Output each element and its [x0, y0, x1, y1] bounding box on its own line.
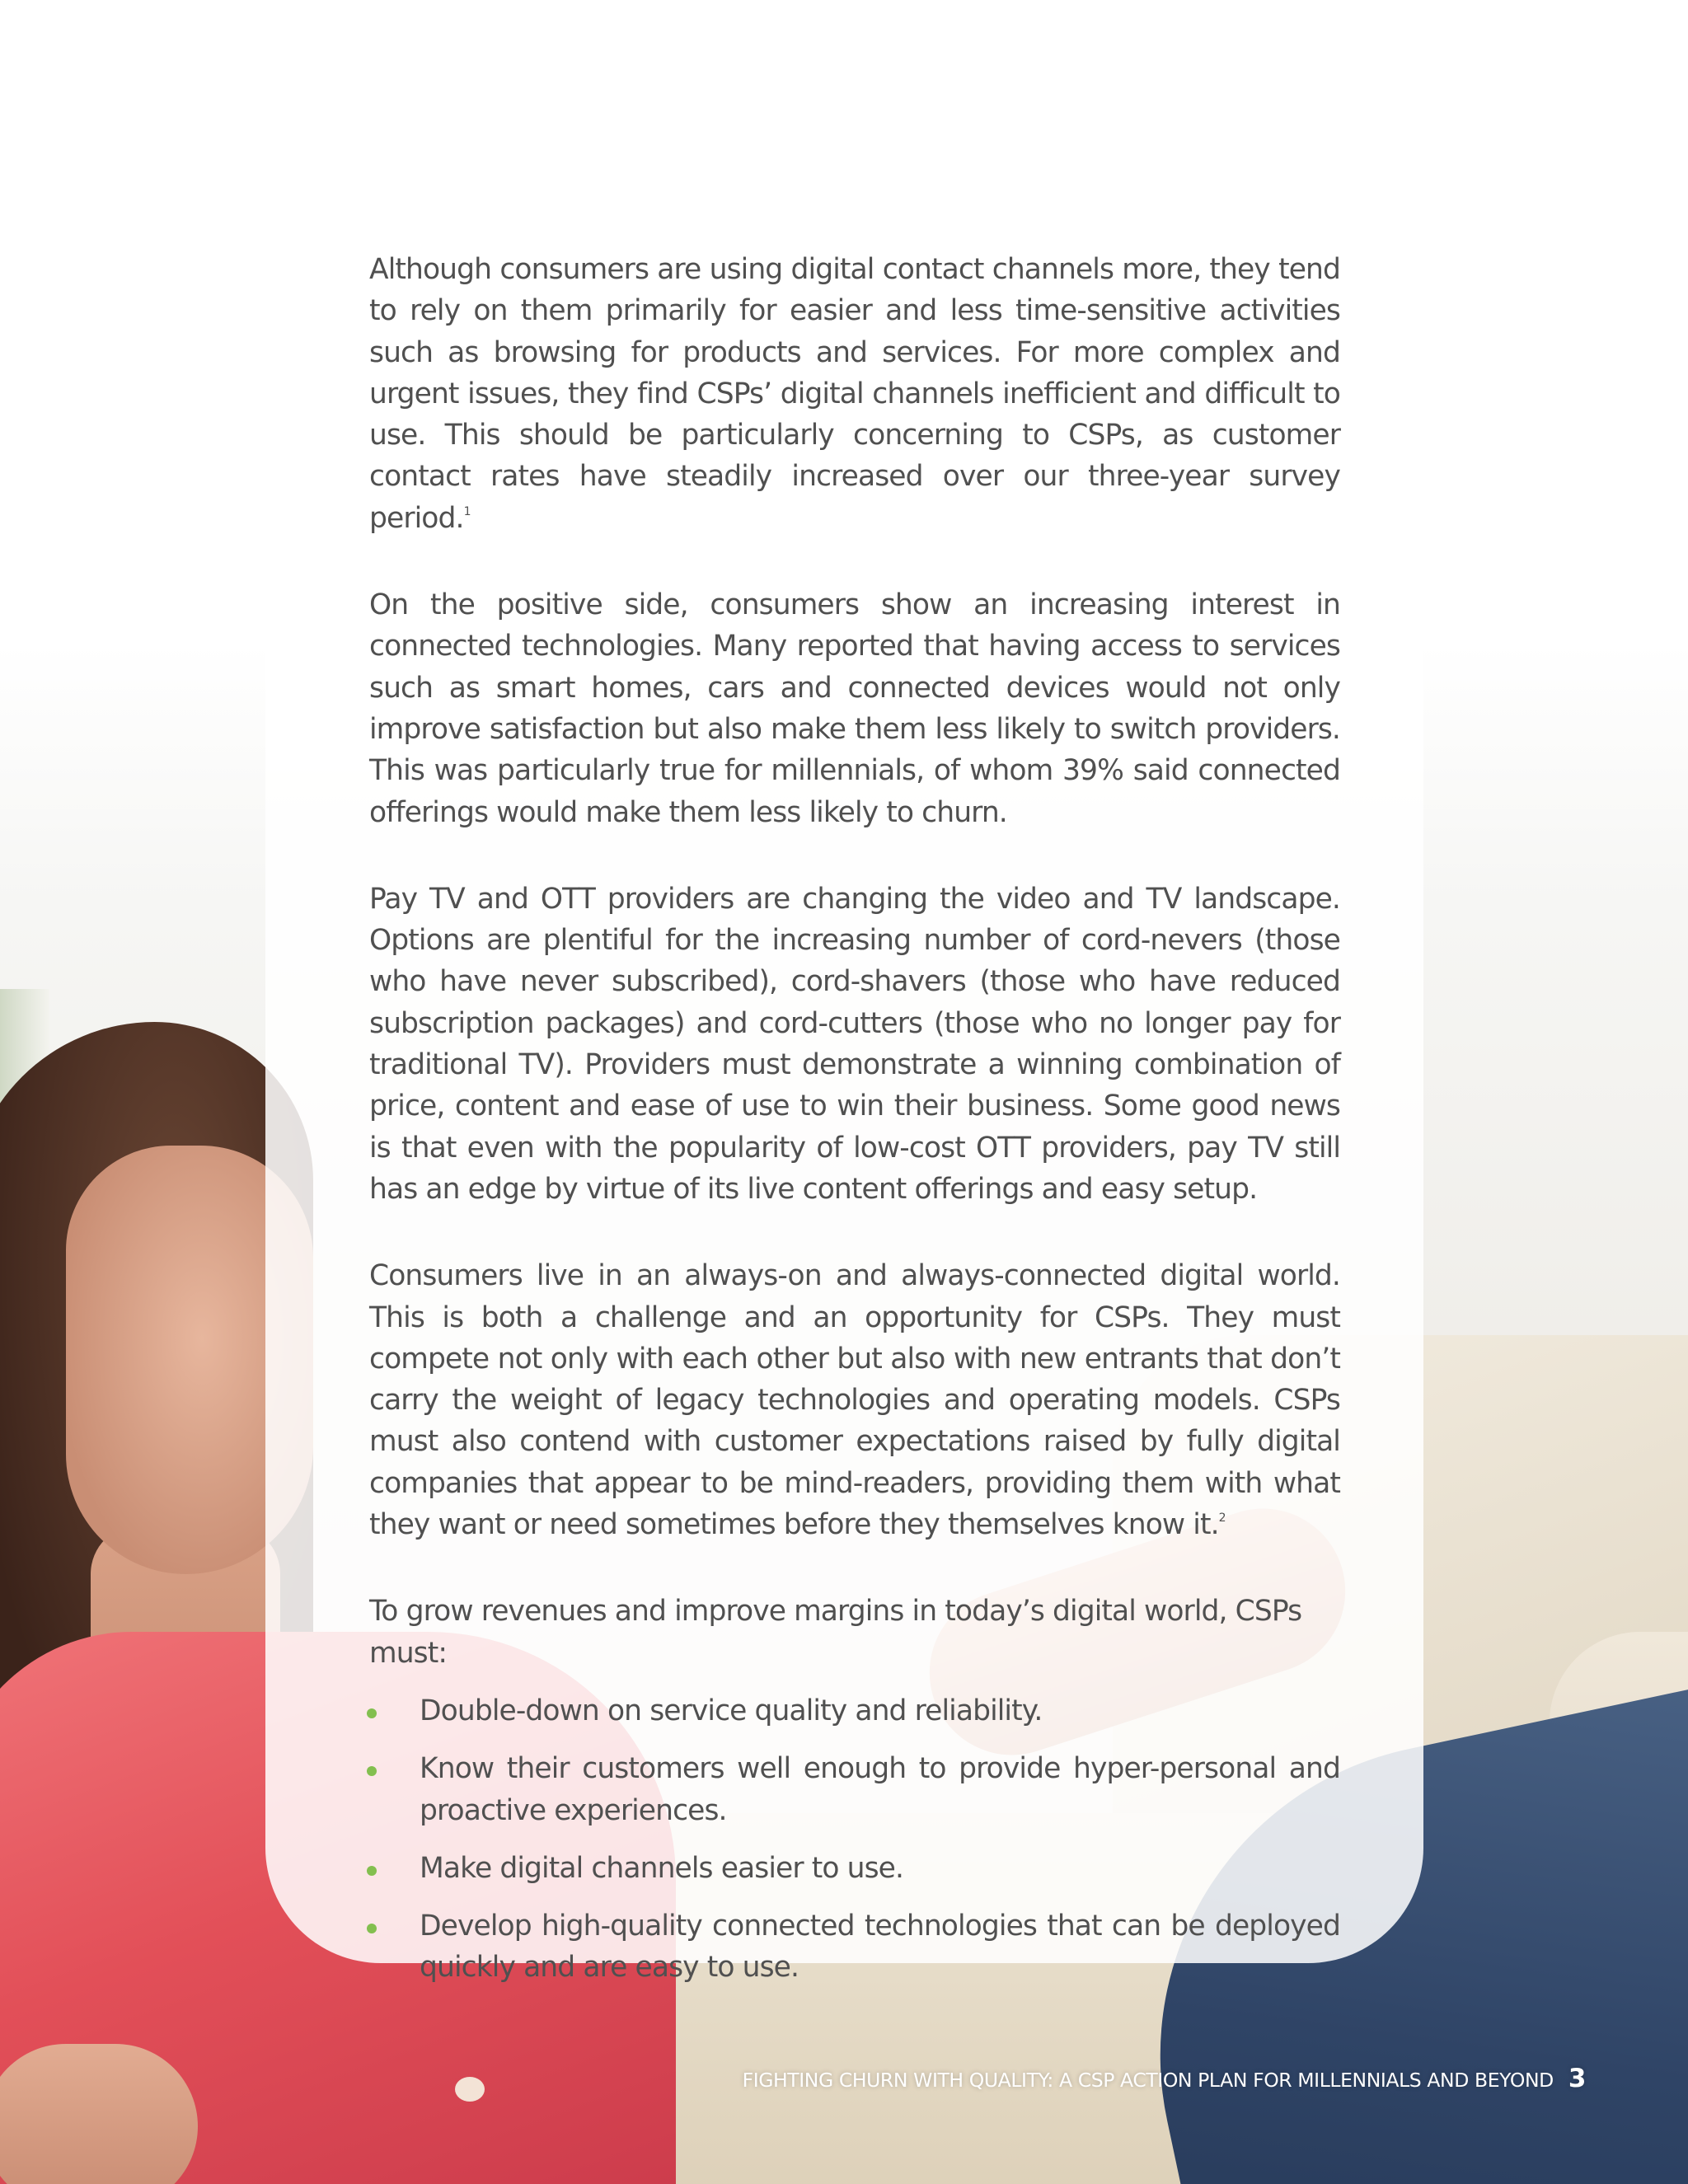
list-item: Make digital channels easier to use.	[369, 1848, 1340, 1889]
bullet-icon	[367, 1708, 377, 1718]
paragraph-connected-technologies: On the positive side, consumers show an increasing interest in connected technologies. Many reported that having access to services such as smart homes, cars and connected devices would not only improve satisfaction but also make them less likely to switch providers. This was particularly true for millennials, of whom 39% said connected offerings would make them less likely to churn.	[369, 588, 1340, 829]
bullet-icon	[367, 1866, 377, 1876]
page-footer	[743, 2064, 1586, 2093]
photo-hand	[0, 2044, 198, 2184]
bullet-icon	[367, 1766, 377, 1776]
paragraph-digital-channels: Although consumers are using digital contact channels more, they tend to rely on them primarily for easier and less time-sensitive activities such as browsing for products and services. For more complex and urgent issues, they find CSPs’ digital channels inefficient and difficult to use. This should be particularly concerning to CSPs, as customer contact rates have steadily increased over our three-year survey period.$^1$	[369, 253, 1340, 535]
bullet-icon	[367, 1924, 377, 1933]
list-item: Double-down on service quality and reliability.	[369, 1690, 1340, 1732]
footnote-ref: 1	[463, 504, 471, 518]
photo-shirt-button	[455, 2077, 485, 2102]
paragraph-always-connected: Consumers live in an always-on and always-connected digital world. This is both a challenge and an opportunity for CSPs. They must compete not only with each other but also with new entrants that don’t carry the weight of legacy technologies and operating models. CSPs must also contend with customer expectations raised by fully digital companies that appear to be mind-readers, providing them with what they want or need sometimes before they themselves know it.$^2$	[369, 1259, 1340, 1542]
page-number: 3	[1568, 2064, 1586, 2093]
list-item: Know their customers well enough to provide hyper-personal and proactive experiences.	[369, 1748, 1340, 1831]
footer-title: FIGHTING CHURN WITH QUALITY: A CSP ACTION PLAN FOR MILLENNIALS AND BEYOND	[742, 2069, 1554, 2092]
list-item: Develop high-quality connected technologies that can be deployed quickly and are easy to use.	[369, 1905, 1340, 1989]
action-list	[369, 1690, 1340, 1989]
footnote-ref: 2	[1218, 1511, 1226, 1526]
body-text	[369, 249, 1340, 2005]
list-intro: To grow revenues and improve margins in today’s digital world, CSPs must:	[369, 1595, 1302, 1670]
paragraph-pay-tv-ott: Pay TV and OTT providers are changing the video and TV landscape. Options are plentiful for the increasing number of cord-nevers (those who have never subscribed), cord-shavers (those who have reduced subscription packages) and cord-cutters (those who no longer pay for traditional TV). Providers must demonstrate a winning combination of price, content and ease of use to win their business. Some good news is that even with the popularity of low-cost OTT providers, pay TV still has an edge by virtue of its live content offerings and easy setup.	[369, 882, 1340, 1206]
